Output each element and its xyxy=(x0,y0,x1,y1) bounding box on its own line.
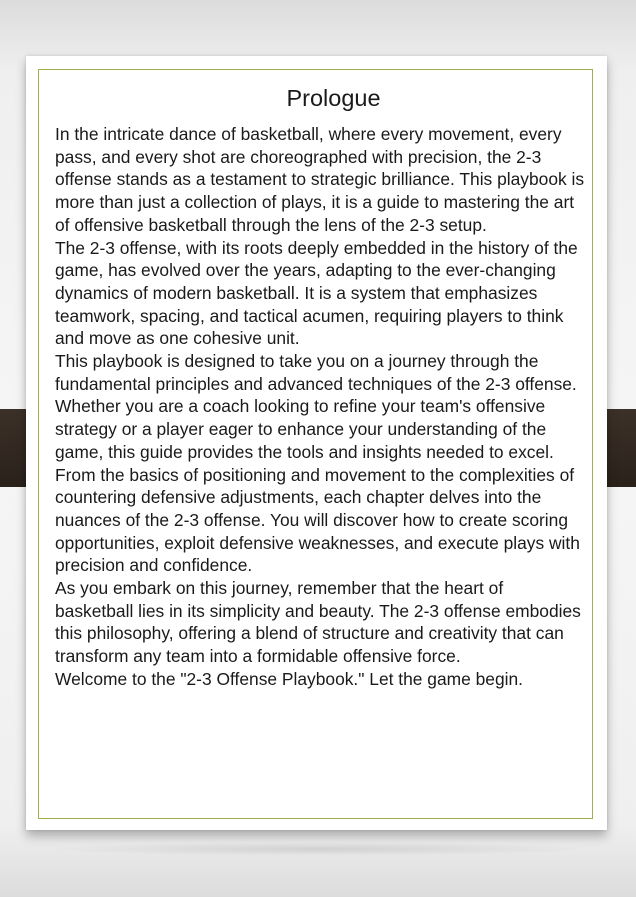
page-shadow xyxy=(40,842,596,856)
paragraph-1: In the intricate dance of basketball, where every movement, every pass, and every shot are choreographed with precision, the 2-3 offense stands as a testament to strategic brilliance. This playbook is more than just a collection of plays, it is a guide to mastering the art of offensive basketball through the lens of the 2-3 setup. xyxy=(55,124,585,235)
paragraph-3: This playbook is designed to take you on a journey through the fundamental principles and advanced techniques of the 2-3 offense. Whether you are a coach looking to refine your team's offensive strategy or a player eager to enhance your understanding of the game, this guide provides the tools and insights needed to excel. xyxy=(55,351,577,462)
page-title: Prologue xyxy=(286,85,381,111)
paragraph-6: Welcome to the "2-3 Offense Playbook." Let the game begin. xyxy=(55,668,524,689)
paragraph-4: From the basics of positioning and movement to the complexities of countering defensive adjustments, each chapter delves into the nuances of the 2-3 offense. You will discover how to create scoring opportunities, exploit defensive weaknesses, and execute plays with precision and confidence. xyxy=(55,464,580,576)
paragraph-5: As you embark on this journey, remember that the heart of basketball lies in its simplicity and beauty. The 2-3 offense embodies this philosophy, offering a blend of structure and creativity that can transform any team into a formidable offensive force. xyxy=(55,578,581,667)
paragraph-2: The 2-3 offense, with its roots deeply embedded in the history of the game, has evolved over the years, adapting to the ever-changing dynamics of modern basketball. It is a system that emphasizes teamwork, spacing, and tactical acumen, requiring players to think and move as one cohesive unit. xyxy=(55,237,578,349)
prologue-body xyxy=(55,123,585,691)
document-page xyxy=(26,56,607,830)
